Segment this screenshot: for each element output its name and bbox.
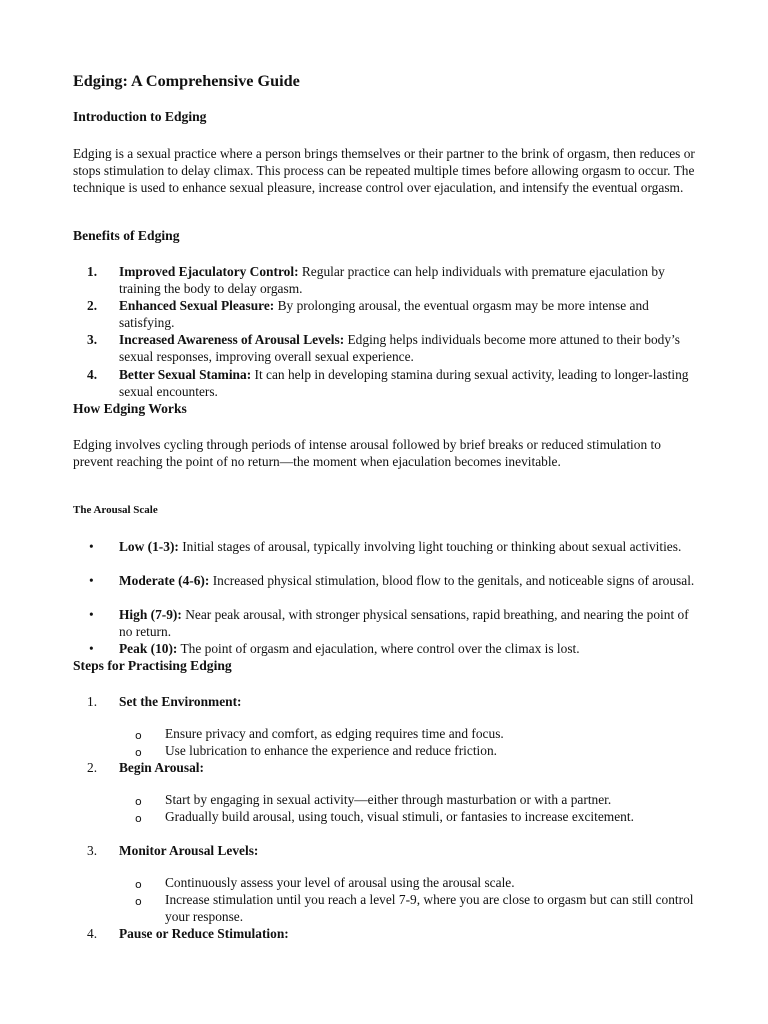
intro-heading: Introduction to Edging (73, 109, 207, 124)
benefit-item (73, 331, 698, 365)
list-number: 4. (87, 367, 98, 382)
benefit-title: Improved Ejaculatory Control: (119, 264, 299, 279)
scale-item (73, 606, 698, 640)
scale-text: Near peak arousal, with stronger physical sensations, rapid breathing, and nearing the point of no return. (119, 607, 689, 639)
subitem-text: Use lubrication to enhance the experience and reduce friction. (165, 743, 498, 758)
step-number: 1. (87, 694, 98, 709)
step-number: 4. (87, 926, 98, 941)
subitem-text: Increase stimulation until you reach a level 7-9, where you are close to orgasm but can still control your response. (165, 892, 694, 924)
benefit-item (73, 366, 698, 400)
list-number: 2. (87, 298, 98, 313)
bullet: • (89, 539, 94, 554)
benefit-title: Enhanced Sexual Pleasure: (119, 298, 275, 313)
benefit-title: Better Sexual Stamina: (119, 367, 252, 382)
step-subitem (73, 791, 698, 808)
step-subitem (73, 725, 698, 742)
step-number: 3. (87, 843, 98, 858)
benefit-item (73, 297, 698, 331)
step-title: Set the Environment: (119, 694, 242, 709)
step-item (73, 842, 698, 859)
step-title: Monitor Arousal Levels: (119, 843, 259, 858)
how-paragraph: Edging involves cycling through periods of intense arousal followed by brief breaks or reduced stimulation to prevent reaching the point of no return—the moment when ejaculation becomes inevitable. (73, 437, 661, 469)
list-number: 1. (87, 264, 98, 279)
subitem-text: Ensure privacy and comfort, as edging requires time and focus. (165, 726, 504, 741)
step-title: Pause or Reduce Stimulation: (119, 926, 289, 941)
scale-level: Moderate (4-6): (119, 573, 210, 588)
step-subitem (73, 891, 698, 925)
subitem-text: Start by engaging in sexual activity—either through masturbation or with a partner. (165, 792, 612, 807)
scale-level: Low (1-3): (119, 539, 179, 554)
document-title: Edging: A Comprehensive Guide (73, 72, 300, 90)
bullet: • (89, 607, 94, 622)
bullet: • (89, 641, 94, 656)
scale-item (73, 572, 698, 589)
step-subitem (73, 874, 698, 891)
benefit-title: Increased Awareness of Arousal Levels: (119, 332, 345, 347)
scale-text: The point of orgasm and ejaculation, where control over the climax is lost. (177, 641, 580, 656)
scale-item (73, 538, 698, 555)
scale-text: Increased physical stimulation, blood flow to the genitals, and noticeable signs of arousal. (209, 573, 695, 588)
list-number: 3. (87, 332, 98, 347)
benefit-text: Regular practice can help individuals with premature ejaculation by training the body to delay orgasm. (119, 264, 665, 296)
scale-heading: The Arousal Scale (73, 504, 158, 516)
sub-bullet: o (135, 812, 142, 825)
sub-bullet: o (135, 795, 142, 808)
scale-item (73, 640, 698, 657)
subitem-text: Continuously assess your level of arousal using the arousal scale. (165, 875, 515, 890)
sub-bullet: o (135, 746, 142, 759)
step-title: Begin Arousal: (119, 760, 204, 775)
sub-bullet: o (135, 729, 142, 742)
sub-bullet: o (135, 895, 142, 908)
step-number: 2. (87, 760, 98, 775)
step-subitem (73, 742, 698, 759)
steps-heading: Steps for Practising Edging (73, 658, 232, 673)
scale-text: Initial stages of arousal, typically involving light touching or thinking about sexual activities. (178, 539, 682, 554)
step-item (73, 693, 698, 710)
scale-level: High (7-9): (119, 607, 182, 622)
step-item (73, 925, 698, 942)
benefit-text: It can help in developing stamina during sexual activity, leading to longer-lasting sexual encounters. (119, 367, 689, 399)
benefit-item (73, 263, 698, 297)
step-item (73, 759, 698, 776)
intro-paragraph: Edging is a sexual practice where a person brings themselves or their partner to the brink of orgasm, then reduces or stops stimulation to delay climax. This process can be repeated multiple times before allowing orgasm to occur. The technique is used to enhance sexual pleasure, increase control over ejaculation, and intensify the eventual orgasm. (73, 146, 695, 195)
benefits-heading: Benefits of Edging (73, 228, 180, 243)
sub-bullet: o (135, 878, 142, 891)
how-heading: How Edging Works (73, 401, 187, 416)
benefit-text: Edging helps individuals become more attuned to their body’s sexual responses, improving overall sexual experience. (119, 332, 680, 364)
bullet: • (89, 573, 94, 588)
step-subitem (73, 808, 698, 825)
subitem-text: Gradually build arousal, using touch, visual stimuli, or fantasies to increase excitement. (165, 809, 634, 824)
scale-level: Peak (10): (119, 641, 178, 656)
benefit-text: By prolonging arousal, the eventual orgasm may be more intense and satisfying. (119, 298, 649, 330)
